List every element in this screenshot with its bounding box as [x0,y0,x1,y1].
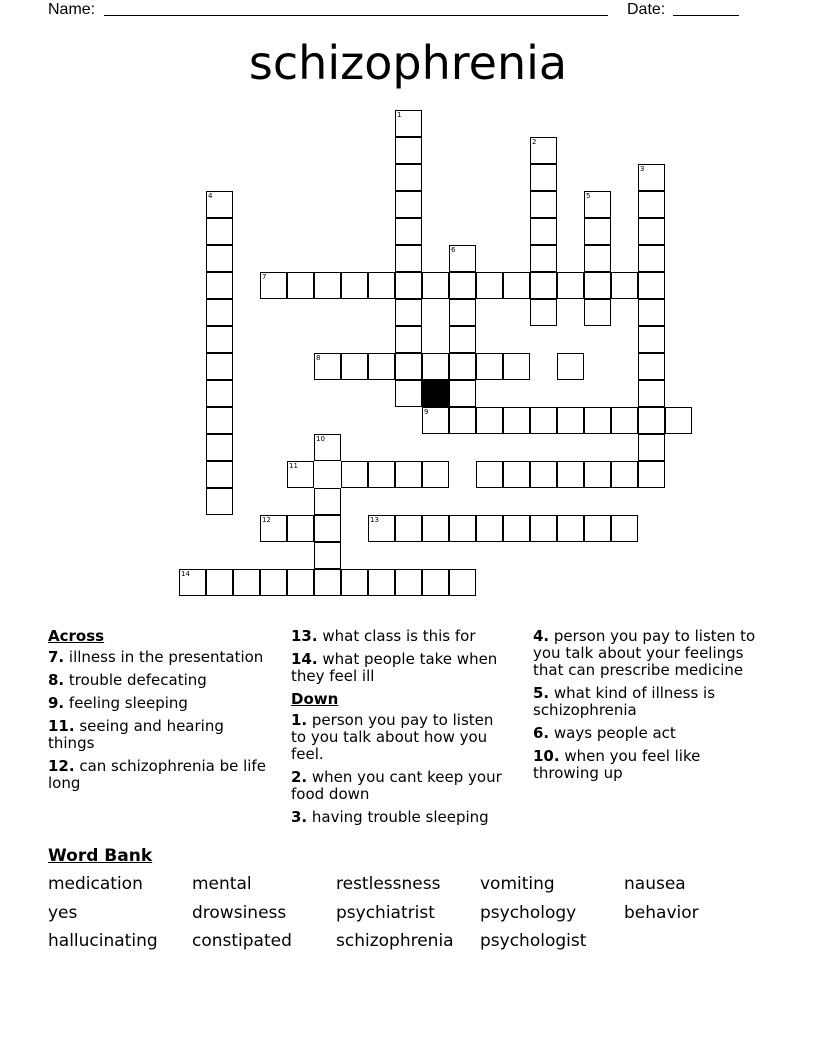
grid-cell[interactable] [557,272,584,299]
grid-cell[interactable] [503,515,530,542]
clue-number: 11. [48,717,75,735]
grid-cell[interactable] [395,299,422,326]
grid-cell[interactable] [233,569,260,596]
grid-cell[interactable] [287,272,314,299]
clue-number: 10. [533,747,560,765]
clue-number: 13 [370,516,379,524]
grid-cell[interactable] [395,245,422,272]
clue-text: illness in the presentation [64,648,264,666]
clue-text: when you cant keep your food down [291,768,502,803]
word-bank-word: drowsiness [192,902,287,923]
grid-cell[interactable] [638,434,665,461]
grid-cell[interactable] [206,407,233,434]
clue-item [48,758,270,792]
clue-number: 9 [424,408,429,416]
grid-cell[interactable] [530,191,557,218]
clue-item [291,628,513,645]
clue-number: 1. [291,711,308,729]
clue-number: 3. [291,808,308,826]
grid-cell[interactable] [314,434,341,461]
clue-item [533,685,763,719]
word-bank-word: nausea [624,874,686,894]
word-bank-word: hallucinating [48,931,158,951]
across-heading: Across [48,627,105,645]
grid-cell[interactable] [503,272,530,299]
grid-cell[interactable] [584,299,611,326]
word-bank-word: schizophrenia [336,931,454,951]
grid-cell[interactable] [476,272,503,299]
clue-text: feeling sleeping [64,694,188,712]
grid-cell[interactable] [422,272,449,299]
grid-cell[interactable] [206,245,233,272]
grid-cell[interactable] [206,326,233,353]
grid-cell[interactable] [449,326,476,353]
grid-cell[interactable] [584,515,611,542]
grid-cell[interactable] [638,191,665,218]
grid-cell[interactable] [449,272,476,299]
grid-cell[interactable] [476,461,503,488]
clue-number: 7. [48,648,65,666]
clue-number: 3 [640,165,645,173]
grid-cell[interactable] [584,218,611,245]
clue-item [48,718,270,752]
grid-cell[interactable] [314,272,341,299]
word-bank-word: mental [192,874,252,894]
grid-cell[interactable] [611,407,638,434]
grid-cell[interactable] [530,407,557,434]
grid-cell[interactable] [206,191,233,218]
clue-number: 9. [48,694,65,712]
grid-cell[interactable] [206,380,233,407]
clue-number: 10 [316,435,325,443]
clue-text: seeing and hearing things [48,717,224,752]
grid-cell[interactable] [206,272,233,299]
grid-cell[interactable] [611,272,638,299]
page-title: schizophrenia [248,36,568,90]
clue-number: 12 [262,516,271,524]
grid-cell[interactable] [584,272,611,299]
word-bank-word: restlessness [336,874,441,894]
grid-cell[interactable] [638,245,665,272]
grid-cell[interactable] [314,515,341,542]
grid-cell[interactable] [449,299,476,326]
clue-text: what class is this for [317,627,476,645]
clue-text: what people take when they feel ill [291,650,498,685]
word-bank-word: behavior [624,902,699,923]
grid-cell[interactable] [449,380,476,407]
clue-number: 12. [48,757,75,775]
clue-number: 4. [533,627,550,645]
grid-cell[interactable] [557,353,584,380]
clue-number: 8 [316,354,321,362]
grid-cell[interactable] [638,218,665,245]
clue-text: when you feel like throwing up [533,747,701,782]
grid-cell[interactable] [584,245,611,272]
grid-cell[interactable] [422,569,449,596]
clue-column-1 [48,628,270,798]
grid-cell[interactable] [341,272,368,299]
date-label: Date: [627,1,666,18]
clue-item [291,651,513,685]
grid-cell[interactable] [314,542,341,569]
clue-text: person you pay to listen to you talk about how you feel. [291,711,494,763]
grid-cell[interactable] [530,245,557,272]
clue-item [533,725,763,742]
clue-number: 13. [291,627,318,645]
grid-cell[interactable] [638,326,665,353]
word-bank-title: Word Bank [48,846,153,866]
grid-cell[interactable] [476,407,503,434]
black-square [422,380,449,407]
grid-cell[interactable] [206,488,233,515]
grid-cell[interactable] [341,461,368,488]
grid-cell[interactable] [314,569,341,596]
grid-cell[interactable] [557,407,584,434]
grid-cell[interactable] [449,515,476,542]
clue-number: 5 [586,192,591,200]
grid-cell[interactable] [638,164,665,191]
clue-number: 2. [291,768,308,786]
grid-cell[interactable] [638,299,665,326]
grid-cell[interactable] [611,515,638,542]
grid-cell[interactable] [260,569,287,596]
clue-item [48,672,270,689]
grid-cell[interactable] [395,137,422,164]
grid-cell[interactable] [449,569,476,596]
grid-cell[interactable] [638,380,665,407]
grid-cell[interactable] [395,353,422,380]
grid-cell[interactable] [530,461,557,488]
grid-cell[interactable] [638,407,665,434]
grid-cell[interactable] [611,461,638,488]
grid-cell[interactable] [314,488,341,515]
clue-number: 14 [181,570,190,578]
grid-cell[interactable] [206,299,233,326]
grid-cell[interactable] [584,191,611,218]
grid-cell[interactable] [503,353,530,380]
grid-cell[interactable] [368,515,395,542]
grid-cell[interactable] [449,353,476,380]
grid-cell[interactable] [395,164,422,191]
grid-cell[interactable] [395,380,422,407]
grid-cell[interactable] [638,461,665,488]
clue-item [533,748,763,782]
clue-text: having trouble sleeping [307,808,489,826]
grid-cell[interactable] [395,191,422,218]
word-bank-word: vomiting [480,874,555,894]
grid-cell[interactable] [368,461,395,488]
grid-cell[interactable] [395,326,422,353]
grid-cell[interactable] [206,461,233,488]
grid-cell[interactable] [476,353,503,380]
grid-cell[interactable] [206,569,233,596]
grid-cell[interactable] [395,110,422,137]
grid-cell[interactable] [341,569,368,596]
grid-cell[interactable] [557,461,584,488]
grid-cell[interactable] [449,245,476,272]
clue-text: person you pay to listen to you talk about your feelings that can prescribe medicine [533,627,756,679]
clue-item [533,628,763,679]
clue-number: 4 [208,192,213,200]
grid-cell[interactable] [422,353,449,380]
clue-number: 2 [532,138,537,146]
grid-cell[interactable] [638,272,665,299]
grid-cell[interactable] [260,272,287,299]
down-heading: Down [291,690,339,708]
grid-cell[interactable] [179,569,206,596]
grid-cell[interactable] [503,407,530,434]
clue-item [291,809,513,826]
word-bank-word: psychologist [480,931,587,951]
word-bank-word: yes [48,902,78,923]
clue-text: trouble defecating [64,671,207,689]
grid-cell[interactable] [530,164,557,191]
grid-cell[interactable] [422,515,449,542]
grid-cell[interactable] [287,515,314,542]
grid-cell[interactable] [368,569,395,596]
grid-cell[interactable] [584,407,611,434]
grid-cell[interactable] [638,353,665,380]
grid-cell[interactable] [557,515,584,542]
grid-cell[interactable] [530,299,557,326]
grid-cell[interactable] [530,218,557,245]
word-bank-word: medication [48,874,143,894]
clue-number: 14. [291,650,318,668]
clue-number: 8. [48,671,65,689]
grid-cell[interactable] [449,407,476,434]
grid-cell[interactable] [530,515,557,542]
clue-item [291,769,513,803]
clue-number: 6. [533,724,550,742]
name-label: Name: [48,1,96,18]
grid-cell[interactable] [314,353,341,380]
clue-column-2 [291,628,513,832]
grid-cell[interactable] [530,272,557,299]
grid-cell[interactable] [584,461,611,488]
clue-text: can schizophrenia be life long [48,757,266,792]
clue-column-3 [533,628,763,788]
clue-item [48,695,270,712]
clue-text: what kind of illness is schizophrenia [533,684,716,719]
grid-cell[interactable] [422,461,449,488]
grid-cell[interactable] [503,461,530,488]
grid-cell[interactable] [287,461,314,488]
clue-text: ways people act [549,724,676,742]
grid-cell[interactable] [395,515,422,542]
grid-cell[interactable] [395,272,422,299]
grid-cell[interactable] [206,434,233,461]
grid-cell[interactable] [422,407,449,434]
grid-cell[interactable] [395,569,422,596]
clue-item [291,712,513,763]
word-bank-word: psychology [480,902,577,923]
grid-cell[interactable] [206,353,233,380]
word-bank-word: psychiatrist [336,902,435,923]
grid-cell[interactable] [287,569,314,596]
grid-cell[interactable] [368,353,395,380]
clue-number: 6 [451,246,456,254]
grid-cell[interactable] [395,461,422,488]
clue-number: 7 [262,273,267,281]
grid-cell[interactable] [206,218,233,245]
grid-cell[interactable] [395,218,422,245]
word-bank-word: constipated [192,931,292,951]
grid-cell[interactable] [665,407,692,434]
clue-number: 5. [533,684,550,702]
clue-item [48,649,270,666]
grid-cell[interactable] [476,515,503,542]
grid-cell[interactable] [368,272,395,299]
grid-cell[interactable] [260,515,287,542]
grid-cell[interactable] [530,137,557,164]
grid-cell[interactable] [341,353,368,380]
clue-number: 1 [397,111,402,119]
clue-number: 11 [289,462,298,470]
